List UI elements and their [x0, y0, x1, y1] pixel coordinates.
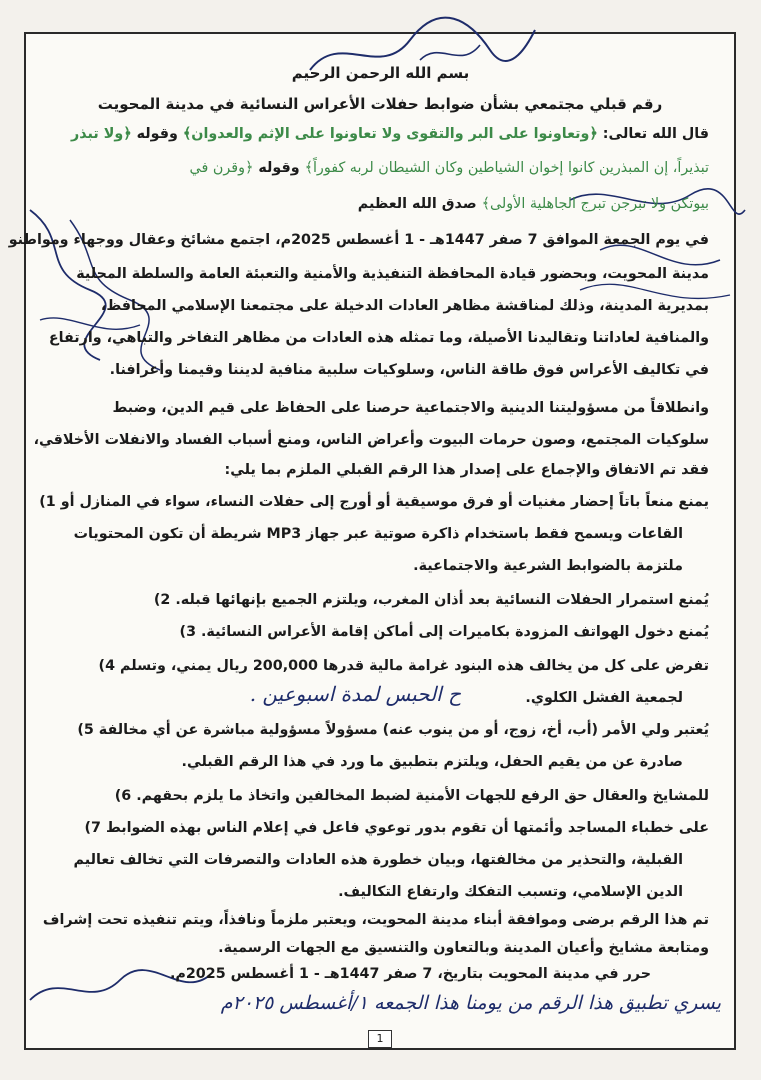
rule-item-4: تفرض على كل من يخالف هذه البنود غرامة مالية قدرها 200,000 ريال يمني، وتسلم 4) — [98, 658, 709, 674]
rule-item-3: يُمنع دخول الهواتف المزودة بكاميرات إلى أماكن إقامة الأعراس النسائية. 3) — [179, 624, 709, 640]
rule-item-1-line: ملتزمة بالضوابط الشرعية والاجتماعية. — [413, 558, 683, 574]
rule-item-1-line: القاعات ويسمح فقط باستخدام ذاكرة صوتية عبر جهاز MP3 شريطة أن تكون المحتويات — [73, 526, 683, 542]
intro-line-1: قال الله تعالى: ﴿وتعاونوا على البر والتقوى ولا تعاونوا على الإثم والعدوان﴾ وقوله ﴿ولا تبذر — [71, 126, 709, 142]
rule-item-2: يُمنع استمرار الحفلات النسائية بعد أذان المغرب، ويلتزم الجميع بإنهائها قبله. 2) — [153, 592, 709, 608]
intro-line-2: تبذيراً، إن المبذرين كانوا إخوان الشياطين وكان الشيطان لربه كفوراً﴾ وقوله ﴿وقرن في — [189, 160, 709, 176]
paragraph1-line: والمنافية لعاداتنا وتقاليدنا الأصيلة، وما تمثله هذه العادات من مظاهر التفاخر والتباهي، وارتفاع — [48, 330, 709, 346]
paragraph2-line: فقد تم الاتفاق والإجماع على إصدار هذا الرقم القبلي الملزم بما يلي: — [224, 462, 709, 478]
document-title: رقم قبلي مجتمعي بشأن ضوابط حفلات الأعراس النسائية في مدينة المحويت — [97, 95, 663, 113]
rule-item-5-line: صادرة عن من يقيم الحفل، ويلتزم بتطبيق ما ورد في هذا الرقم القبلي. — [181, 754, 683, 770]
paragraph1-line: بمديرية المدينة، وذلك لمناقشة مظاهر العادات الدخيلة على مجتمعنا الإسلامي المحافظ، — [100, 298, 709, 314]
intro-line-3: بيوتكن ولا تبرجن تبرج الجاهلية الأولى﴾ صدق الله العظيم — [357, 196, 709, 212]
paragraph2-line: سلوكيات المجتمع، وصون حرمات البيوت وأعراض الناس، ومنع أسباب الفساد والانفلات الأخلاقي، — [33, 432, 709, 448]
rule-item-6: للمشايخ والعقال حق الرفع للجهات الأمنية لضبط المخالفين واتخاذ ما يلزم بحقهم. 6) — [114, 788, 709, 804]
verse-text: تبذيراً، إن المبذرين كانوا إخوان الشياطين وكان الشيطان لربه كفوراً﴾ — [304, 160, 709, 176]
closing-line: تم هذا الرقم برضى وموافقة أبناء مدينة المحويت، ويعتبر ملزماً ونافذاً، ويتم تنفيذه تحت إشراف — [42, 912, 709, 928]
paragraph2-line: وانطلاقاً من مسؤوليتنا الدينية والاجتماعية حرصنا على الحفاظ على قيم الدين، وضبط — [112, 400, 709, 416]
rule-item-7: على خطباء المساجد وأئمتها أن تقوم بدور توعوي فاعل في إعلام الناس بهذه الضوابط 7) — [84, 820, 709, 836]
closing-line: ومتابعة مشايخ وأعيان المدينة وبالتعاون والتنسيق مع الجهات الرسمية. — [218, 940, 709, 956]
page-number: 1 — [368, 1030, 392, 1048]
handwritten-note-item4: ح الحبس لمدة اسبوعين . — [249, 682, 461, 706]
rule-item-4-line: لجمعية الفشل الكلوي. — [525, 690, 683, 706]
rule-item-7-line: الدين الإسلامي، وتسبب التفكك وارتفاع التكاليف. — [338, 884, 683, 900]
verse-text: بيوتكن ولا تبرجن تبرج الجاهلية الأولى﴾ — [481, 196, 709, 212]
paragraph1-line: في يوم الجمعة الموافق 7 صفر 1447هـ - 1 أغسطس 2025م، اجتمع مشائخ وعقال ووجهاء ومواطنو — [8, 232, 709, 248]
rule-item-7-line: القبلية، والتحذير من مخالفتها، وبيان خطورة هذه العادات والتصرفات التي تخالف تعاليم — [73, 852, 683, 868]
verse-text: ﴿وتعاونوا على البر والتقوى ولا تعاونوا على الإثم والعدوان﴾ — [182, 126, 598, 142]
paragraph1-line: مدينة المحويت، وبحضور قيادة المحافظة التنفيذية والأمنية والتعبئة العامة والسلطة المحلية — [76, 266, 709, 282]
handwritten-bottom-note: يسري تطبيق هذا الرقم من يومنا هذا الجمعه ١/أغسطس ٢٠٢٥م — [220, 992, 721, 1014]
paragraph1-line: في تكاليف الأعراس فوق طاقة الناس، وسلوكيات سلبية منافية لديننا وقيمنا وأعرافنا. — [109, 362, 709, 378]
rule-item-5: يُعتبر ولي الأمر (أب، أخ، زوج، أو من ينوب عنه) مسؤولاً مسؤولية مباشرة عن أي مخالفة 5) — [77, 722, 709, 738]
basmala: بسم الله الرحمن الرحيم — [291, 64, 470, 82]
date-line: حرر في مدينة المحويت بتاريخ، 7 صفر 1447هـ - 1 أغسطس 2025م. — [169, 966, 651, 982]
rule-item-1: يمنع منعاً باتاً إحضار مغنيات أو فرق موسيقية أو أورج إلى حفلات النساء، سواء في المنازل أو 1) — [39, 494, 709, 510]
